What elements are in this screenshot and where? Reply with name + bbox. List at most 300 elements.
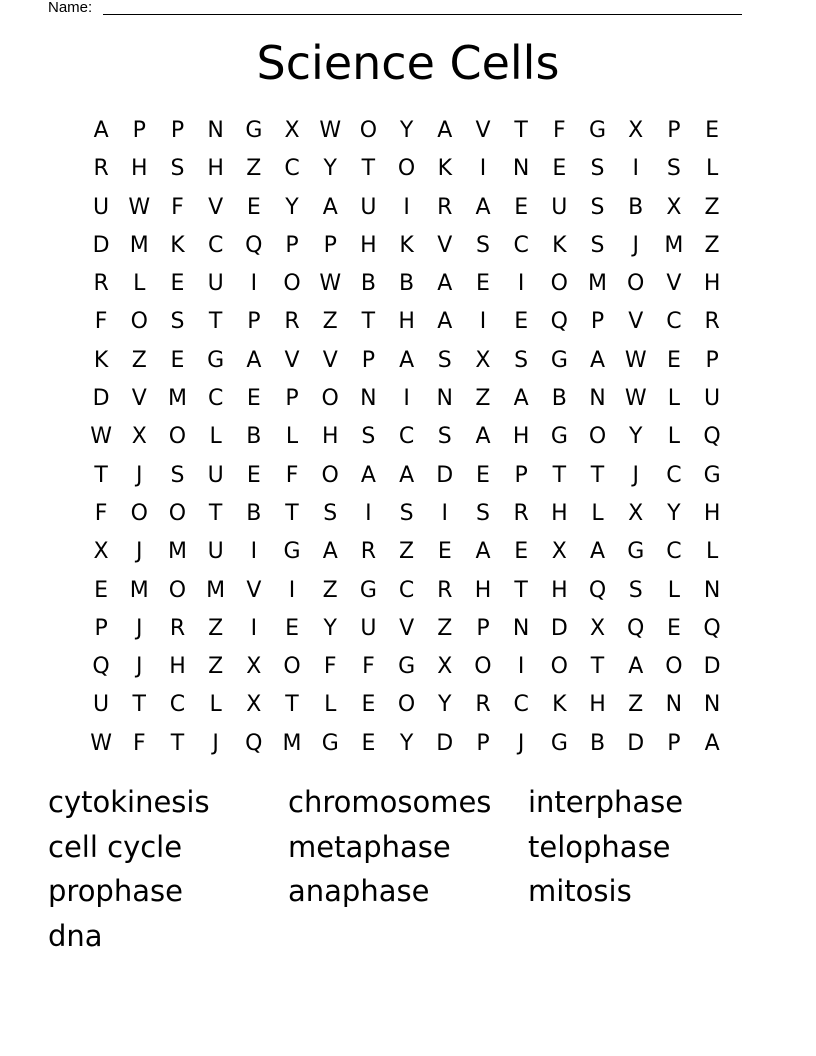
name-label: Name: xyxy=(48,0,93,16)
grid-letter: B xyxy=(399,271,415,297)
grid-letter: F xyxy=(323,654,337,680)
word-list-item: mitosis xyxy=(528,874,632,909)
word-list-item: telophase xyxy=(528,829,671,864)
grid-row xyxy=(82,150,731,188)
grid-letter: N xyxy=(512,156,530,182)
grid-letter: H xyxy=(474,577,492,603)
grid-letter: O xyxy=(397,692,416,718)
grid-letter: Y xyxy=(628,424,643,450)
grid-letter: W xyxy=(319,118,342,143)
grid-letter: I xyxy=(250,271,258,297)
grid-letter: N xyxy=(436,386,454,412)
grid-letter: U xyxy=(551,194,568,220)
grid-letter: O xyxy=(397,156,416,182)
grid-letter: L xyxy=(324,692,337,718)
grid-letter: G xyxy=(245,118,263,143)
grid-letter: L xyxy=(705,156,719,182)
grid-letter: A xyxy=(322,539,338,565)
grid-letter: H xyxy=(589,692,606,718)
grid-letter: X xyxy=(589,615,606,641)
grid-letter: C xyxy=(398,424,415,450)
grid-letter: G xyxy=(550,730,568,756)
grid-letter: R xyxy=(475,692,491,718)
grid-letter: Z xyxy=(246,156,262,182)
grid-letter: U xyxy=(93,194,110,220)
grid-letter: A xyxy=(360,462,376,488)
grid-letter: L xyxy=(209,424,222,450)
grid-letter: M xyxy=(282,730,302,756)
grid-row xyxy=(82,686,731,724)
grid-letter: T xyxy=(132,692,146,718)
grid-letter: O xyxy=(550,654,568,680)
grid-letter: H xyxy=(551,577,568,603)
grid-letter: F xyxy=(553,118,566,143)
grid-row xyxy=(82,572,731,610)
grid-letter: G xyxy=(589,118,607,143)
grid-letter: B xyxy=(246,424,262,450)
grid-letter: Z xyxy=(628,692,644,718)
grid-letter: W xyxy=(128,194,151,220)
grid-letter: N xyxy=(703,692,721,718)
grid-letter: K xyxy=(552,232,567,258)
grid-letter: T xyxy=(170,730,185,756)
grid-letter: E xyxy=(552,156,567,182)
grid-letter: A xyxy=(704,730,720,756)
grid-letter: S xyxy=(590,194,605,220)
grid-letter: P xyxy=(667,730,681,756)
grid-letter: A xyxy=(322,194,338,220)
grid-letter: U xyxy=(360,194,377,220)
grid-letter: X xyxy=(284,118,300,143)
grid-letter: J xyxy=(136,615,143,641)
word-list-item: prophase xyxy=(48,874,183,909)
grid-letter: C xyxy=(666,539,682,565)
grid-letter: B xyxy=(589,730,606,756)
grid-letter: P xyxy=(361,347,376,373)
grid-letter: Z xyxy=(704,194,720,220)
grid-letter: X xyxy=(666,194,682,220)
grid-letter: G xyxy=(359,577,377,603)
grid-letter: V xyxy=(475,118,491,143)
grid-letter: E xyxy=(361,692,376,718)
grid-letter: X xyxy=(93,539,109,565)
word-list-item: metaphase xyxy=(288,829,451,864)
grid-letter: A xyxy=(475,424,491,450)
grid-letter: A xyxy=(513,386,529,412)
grid-letter: Z xyxy=(704,232,720,258)
grid-letter: E xyxy=(514,309,529,335)
grid-letter: H xyxy=(321,424,339,450)
word-search-grid xyxy=(82,112,731,763)
grid-letter: D xyxy=(436,730,454,756)
grid-letter: O xyxy=(130,500,148,526)
grid-letter: D xyxy=(92,232,110,258)
grid-letter: T xyxy=(514,118,528,143)
grid-letter: D xyxy=(436,462,454,488)
grid-letter: W xyxy=(624,347,647,373)
grid-letter: S xyxy=(475,500,490,526)
grid-letter: J xyxy=(136,654,143,680)
grid-letter: T xyxy=(285,692,299,718)
grid-letter: T xyxy=(208,309,223,335)
grid-letter: S xyxy=(323,500,338,526)
grid-letter: T xyxy=(514,577,528,603)
grid-letter: L xyxy=(705,539,719,565)
grid-letter: P xyxy=(476,615,490,641)
grid-letter: O xyxy=(130,309,148,335)
grid-letter: R xyxy=(704,309,720,335)
grid-letter: A xyxy=(590,347,606,373)
grid-letter: L xyxy=(209,692,222,718)
grid-letter: O xyxy=(627,271,645,297)
grid-letter: Y xyxy=(323,156,337,182)
grid-letter: A xyxy=(475,539,491,565)
grid-letter: M xyxy=(206,577,226,603)
grid-letter: J xyxy=(136,539,143,565)
grid-letter: A xyxy=(437,271,453,297)
grid-letter: A xyxy=(437,118,453,143)
grid-letter: H xyxy=(360,232,377,258)
grid-letter: N xyxy=(512,615,530,641)
grid-row xyxy=(82,648,731,686)
grid-letter: X xyxy=(437,654,453,680)
grid-row xyxy=(82,533,731,571)
grid-letter: I xyxy=(403,194,410,220)
grid-letter: Z xyxy=(208,615,224,641)
grid-letter: O xyxy=(168,500,187,526)
grid-letter: G xyxy=(703,462,721,488)
word-list-item: chromosomes xyxy=(288,785,492,819)
grid-letter: A xyxy=(246,347,262,373)
grid-letter: A xyxy=(399,347,415,373)
grid-letter: C xyxy=(284,156,300,182)
grid-row xyxy=(82,112,731,150)
grid-letter: B xyxy=(628,194,644,220)
grid-letter: L xyxy=(667,577,681,603)
grid-letter: I xyxy=(632,156,639,182)
grid-letter: M xyxy=(167,386,187,412)
grid-letter: G xyxy=(550,347,568,373)
grid-letter: C xyxy=(513,232,529,258)
grid-letter: E xyxy=(94,577,109,603)
grid-letter: L xyxy=(591,500,604,526)
grid-letter: S xyxy=(399,500,414,526)
grid-letter: A xyxy=(590,539,606,565)
grid-letter: S xyxy=(514,347,529,373)
grid-letter: H xyxy=(131,156,148,182)
grid-letter: A xyxy=(93,118,109,143)
grid-letter: G xyxy=(207,347,225,373)
grid-letter: U xyxy=(704,386,721,412)
grid-letter: V xyxy=(437,232,453,258)
grid-letter: P xyxy=(323,232,337,258)
grid-letter: I xyxy=(517,654,525,680)
grid-row xyxy=(82,457,731,495)
grid-letter: Q xyxy=(588,577,607,603)
grid-letter: A xyxy=(399,462,415,488)
grid-letter: B xyxy=(551,386,567,412)
grid-letter: J xyxy=(632,462,639,488)
word-list-item: interphase xyxy=(528,785,684,819)
grid-letter: E xyxy=(666,615,681,641)
grid-letter: E xyxy=(361,730,376,756)
grid-letter: I xyxy=(250,539,258,565)
grid-letter: O xyxy=(283,654,301,680)
grid-letter: T xyxy=(361,309,376,335)
grid-letter: V xyxy=(246,577,262,603)
grid-letter: Y xyxy=(285,194,299,220)
grid-letter: P xyxy=(132,118,146,143)
grid-letter: O xyxy=(474,654,492,680)
grid-letter: R xyxy=(437,577,453,603)
grid-letter: Z xyxy=(322,577,338,603)
grid-letter: T xyxy=(94,462,108,488)
grid-letter: W xyxy=(90,424,112,450)
grid-letter: P xyxy=(170,118,185,143)
grid-letter: M xyxy=(588,271,608,297)
grid-letter: N xyxy=(703,577,721,603)
grid-letter: T xyxy=(590,654,605,680)
grid-letter: R xyxy=(93,156,109,182)
grid-letter: H xyxy=(512,424,530,450)
grid-letter: E xyxy=(285,615,299,641)
word-list-item: dna xyxy=(48,919,103,954)
grid-letter: C xyxy=(207,386,224,412)
grid-letter: A xyxy=(437,309,453,335)
grid-letter: O xyxy=(321,386,339,412)
grid-letter: I xyxy=(479,309,487,335)
grid-letter: U xyxy=(207,462,224,488)
grid-letter: U xyxy=(93,692,110,718)
grid-letter: X xyxy=(551,539,567,565)
grid-letter: M xyxy=(129,232,149,258)
grid-letter: F xyxy=(362,654,375,680)
grid-letter: P xyxy=(247,309,261,335)
grid-letter: U xyxy=(360,615,377,641)
grid-letter: K xyxy=(170,232,185,258)
grid-letter: T xyxy=(552,462,567,488)
grid-letter: U xyxy=(207,271,224,297)
grid-row xyxy=(82,380,731,418)
grid-row xyxy=(82,227,731,265)
grid-letter: O xyxy=(168,577,187,603)
grid-letter: K xyxy=(93,347,109,373)
grid-letter: W xyxy=(319,271,342,297)
grid-letter: Q xyxy=(627,615,645,641)
grid-letter: O xyxy=(283,271,301,297)
grid-letter: Z xyxy=(322,309,338,335)
grid-letter: R xyxy=(360,539,377,565)
grid-row xyxy=(82,418,731,456)
grid-letter: S xyxy=(437,347,452,373)
grid-letter: G xyxy=(550,424,568,450)
grid-letter: B xyxy=(246,500,262,526)
grid-letter: G xyxy=(283,539,301,565)
grid-letter: H xyxy=(398,309,415,335)
grid-letter: D xyxy=(627,730,645,756)
grid-letter: E xyxy=(514,539,529,565)
grid-row xyxy=(82,303,731,341)
grid-letter: R xyxy=(284,309,300,335)
grid-letter: Y xyxy=(399,118,414,143)
grid-letter: B xyxy=(360,271,376,297)
grid-letter: G xyxy=(321,730,339,756)
grid-letter: X xyxy=(246,692,262,718)
grid-letter: J xyxy=(212,730,219,756)
grid-letter: C xyxy=(513,692,529,718)
grid-letter: F xyxy=(94,309,108,335)
grid-letter: J xyxy=(517,730,525,756)
grid-letter: I xyxy=(288,577,296,603)
grid-letter: H xyxy=(207,156,224,182)
grid-letter: F xyxy=(171,194,184,220)
grid-letter: X xyxy=(131,424,147,450)
grid-letter: H xyxy=(169,654,186,680)
grid-letter: T xyxy=(208,500,223,526)
grid-letter: C xyxy=(398,577,415,603)
grid-letter: M xyxy=(167,539,187,565)
grid-letter: Z xyxy=(208,654,224,680)
grid-letter: C xyxy=(169,692,186,718)
grid-letter: V xyxy=(666,271,682,297)
grid-letter: X xyxy=(246,654,262,680)
grid-letter: T xyxy=(590,462,605,488)
grid-letter: V xyxy=(399,615,415,641)
grid-letter: Q xyxy=(550,309,568,335)
grid-letter: M xyxy=(129,577,149,603)
grid-letter: I xyxy=(403,386,410,412)
grid-letter: S xyxy=(628,577,643,603)
grid-letter: N xyxy=(589,386,606,412)
grid-letter: R xyxy=(93,271,109,297)
grid-letter: D xyxy=(703,654,721,680)
grid-letter: S xyxy=(590,156,605,182)
word-list xyxy=(48,780,768,959)
grid-letter: T xyxy=(285,500,299,526)
grid-row xyxy=(82,610,731,648)
grid-letter: Y xyxy=(323,615,337,641)
grid-letter: V xyxy=(208,194,224,220)
grid-letter: R xyxy=(513,500,529,526)
grid-letter: P xyxy=(94,615,108,641)
word-list-item: cytokinesis xyxy=(48,785,210,819)
grid-letter: M xyxy=(664,232,684,258)
grid-letter: J xyxy=(632,232,639,258)
grid-letter: O xyxy=(588,424,607,450)
grid-letter: L xyxy=(667,386,681,412)
grid-letter: E xyxy=(705,118,720,143)
grid-letter: S xyxy=(590,232,605,258)
grid-letter: K xyxy=(437,156,452,182)
grid-letter: A xyxy=(475,194,491,220)
grid-letter: Q xyxy=(245,232,263,258)
grid-letter: P xyxy=(285,232,299,258)
grid-letter: L xyxy=(133,271,146,297)
grid-letter: E xyxy=(170,347,185,373)
grid-letter: X xyxy=(628,118,644,143)
grid-letter: E xyxy=(514,194,529,220)
grid-letter: S xyxy=(361,424,376,450)
grid-letter: E xyxy=(476,462,490,488)
grid-letter: S xyxy=(170,156,185,182)
grid-letter: O xyxy=(665,654,683,680)
page-title: Science Cells xyxy=(256,36,560,90)
name-underline xyxy=(103,14,742,15)
grid-letter: I xyxy=(479,156,487,182)
grid-letter: F xyxy=(285,462,299,488)
grid-letter: G xyxy=(398,654,416,680)
grid-letter: O xyxy=(550,271,568,297)
grid-letter: Z xyxy=(437,615,453,641)
grid-letter: P xyxy=(285,386,299,412)
grid-letter: L xyxy=(667,424,681,450)
grid-row xyxy=(82,495,731,533)
grid-row xyxy=(82,189,731,227)
grid-letter: R xyxy=(169,615,186,641)
grid-letter: F xyxy=(132,730,146,756)
grid-letter: E xyxy=(666,347,681,373)
grid-letter: I xyxy=(517,271,525,297)
grid-letter: C xyxy=(207,232,224,258)
grid-letter: O xyxy=(321,462,339,488)
grid-letter: Z xyxy=(475,386,491,412)
grid-letter: L xyxy=(285,424,299,450)
grid-letter: N xyxy=(207,118,224,143)
grid-letter: E xyxy=(170,271,185,297)
grid-letter: W xyxy=(90,730,112,756)
grid-letter: H xyxy=(703,500,721,526)
grid-letter: S xyxy=(666,156,681,182)
grid-letter: V xyxy=(322,347,338,373)
grid-letter: P xyxy=(514,462,528,488)
grid-letter: H xyxy=(703,271,721,297)
grid-letter: K xyxy=(399,232,414,258)
word-list-item: cell cycle xyxy=(48,829,183,864)
grid-letter: I xyxy=(250,615,258,641)
grid-letter: O xyxy=(168,424,187,450)
grid-letter: P xyxy=(590,309,605,335)
grid-letter: O xyxy=(359,118,378,143)
grid-letter: V xyxy=(628,309,644,335)
grid-letter: E xyxy=(246,194,261,220)
grid-letter: X xyxy=(475,347,491,373)
grid-letter: U xyxy=(207,539,224,565)
grid-letter: I xyxy=(441,500,449,526)
grid-letter: A xyxy=(628,654,644,680)
grid-letter: W xyxy=(624,386,647,412)
grid-letter: X xyxy=(628,500,644,526)
grid-letter: N xyxy=(665,692,683,718)
grid-letter: K xyxy=(552,692,567,718)
grid-letter: P xyxy=(705,347,719,373)
word-list-item: anaphase xyxy=(288,874,430,909)
grid-letter: T xyxy=(361,156,376,182)
grid-letter: Q xyxy=(703,615,721,641)
grid-letter: Q xyxy=(92,654,110,680)
grid-letter: E xyxy=(246,386,261,412)
name-field xyxy=(48,0,748,18)
grid-letter: S xyxy=(437,424,452,450)
grid-letter: V xyxy=(131,386,147,412)
grid-letter: J xyxy=(136,462,143,488)
grid-letter: H xyxy=(551,500,568,526)
grid-letter: Z xyxy=(131,347,147,373)
grid-letter: Y xyxy=(399,730,414,756)
grid-row xyxy=(82,265,731,303)
grid-letter: Q xyxy=(245,730,263,756)
grid-letter: Y xyxy=(438,692,452,718)
grid-letter: N xyxy=(360,386,377,412)
